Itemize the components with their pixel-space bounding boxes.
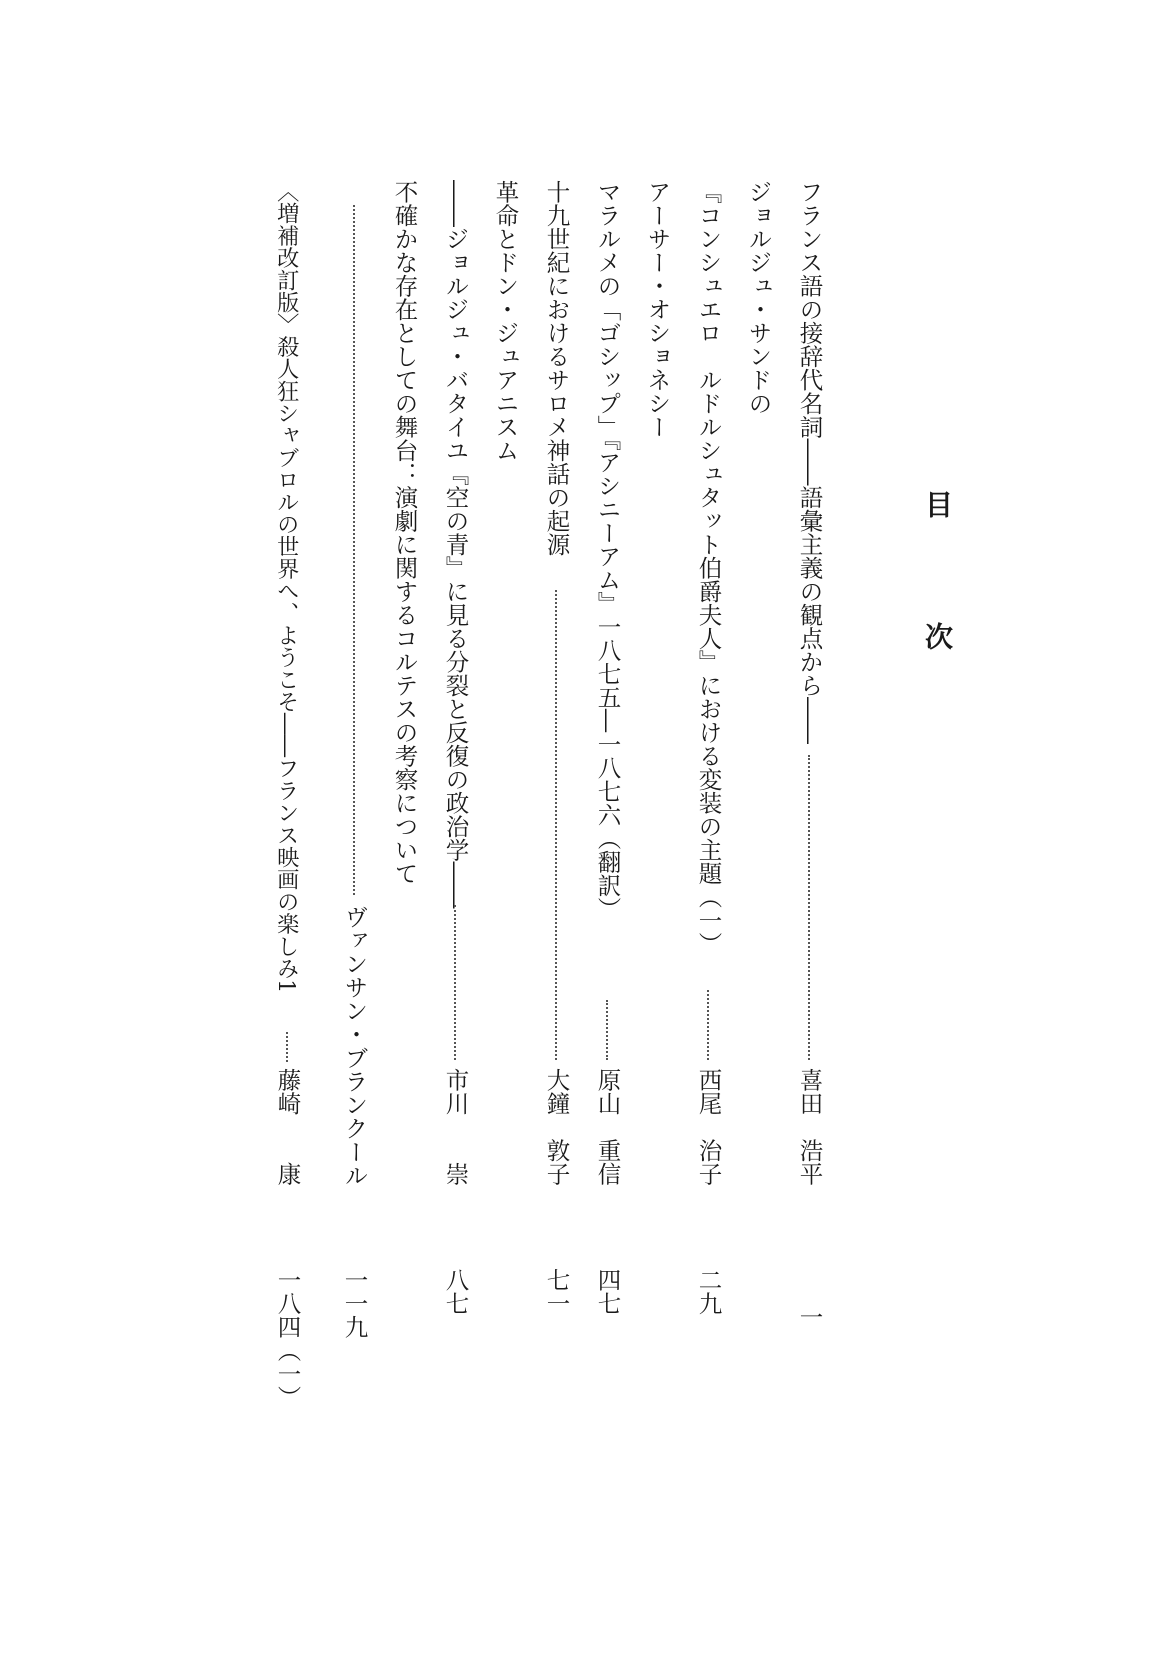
toc-entry-4-leader [555, 590, 557, 1060]
toc-entry-1-title[interactable]: フランス語の接辞代名詞――語彙主義の観点から―― [795, 180, 824, 744]
toc-entry-7-title[interactable]: 〈増補改訂版〉殺人狂シャブロルの世界へ、ようこそ――フランス映画の楽しみ1 [273, 180, 300, 994]
toc-entry-6-author: ヴァンサン・ブランクール [340, 905, 369, 1187]
toc-entry-7-page: 一八四（一） [273, 1268, 302, 1409]
toc-entry-5-author: 市川 崇 [441, 1068, 470, 1186]
toc-entry-4-page: 七一 [542, 1268, 571, 1315]
toc-entry-7-leader [286, 1032, 288, 1062]
toc-entry-2-title-line1[interactable]: ジョルジュ・サンドの [744, 180, 773, 415]
toc-entry-6-leader [353, 205, 355, 895]
toc-entry-2-title-line2[interactable]: 『コンシュエロ ルドルシュタット伯爵夫人』における変装の主題（一） [694, 180, 723, 956]
toc-entry-2-page: 二九 [694, 1268, 723, 1315]
toc-entry-6-page: 一一九 [340, 1268, 369, 1339]
toc-entry-7-author: 藤崎 康 [273, 1068, 302, 1186]
toc-entry-6-title[interactable]: 不確かな存在としての舞台：演劇に関するコルテスの考察について [390, 180, 419, 885]
toc-entry-1-author: 喜田 浩平 [795, 1068, 824, 1186]
toc-entry-5-title-line2[interactable]: ――ジョルジュ・バタイユ『空の青』に見る分裂と反復の政治学―― [441, 180, 470, 909]
toc-entry-5-title-line1[interactable]: 革命とドン・ジュアニスム [491, 180, 520, 462]
toc-entry-1-leader [808, 755, 810, 1060]
toc-entry-3-title-line1[interactable]: アーサー・オショネシー [643, 180, 672, 439]
toc-entry-5-page: 八七 [441, 1268, 470, 1315]
toc-entry-1-page: 一 [795, 1305, 824, 1329]
toc-entry-3-title-line2[interactable]: マラルメの「ゴシップ」『アシニーアム』一八七五―一八七六（翻訳） [593, 180, 622, 921]
toc-entry-3-page: 四七 [593, 1268, 622, 1315]
toc-entry-2-author: 西尾 治子 [694, 1068, 723, 1186]
toc-entry-5-leader [454, 905, 456, 1060]
page-title: 目 次 [921, 490, 954, 688]
toc-entry-2-leader [707, 990, 709, 1060]
toc-entry-4-author: 大鐘 敦子 [542, 1068, 571, 1186]
toc-entry-3-leader [606, 1000, 608, 1060]
toc-entry-4-title[interactable]: 十九世紀におけるサロメ神話の起源 [542, 180, 571, 556]
toc-entry-3-author: 原山 重信 [593, 1068, 622, 1186]
